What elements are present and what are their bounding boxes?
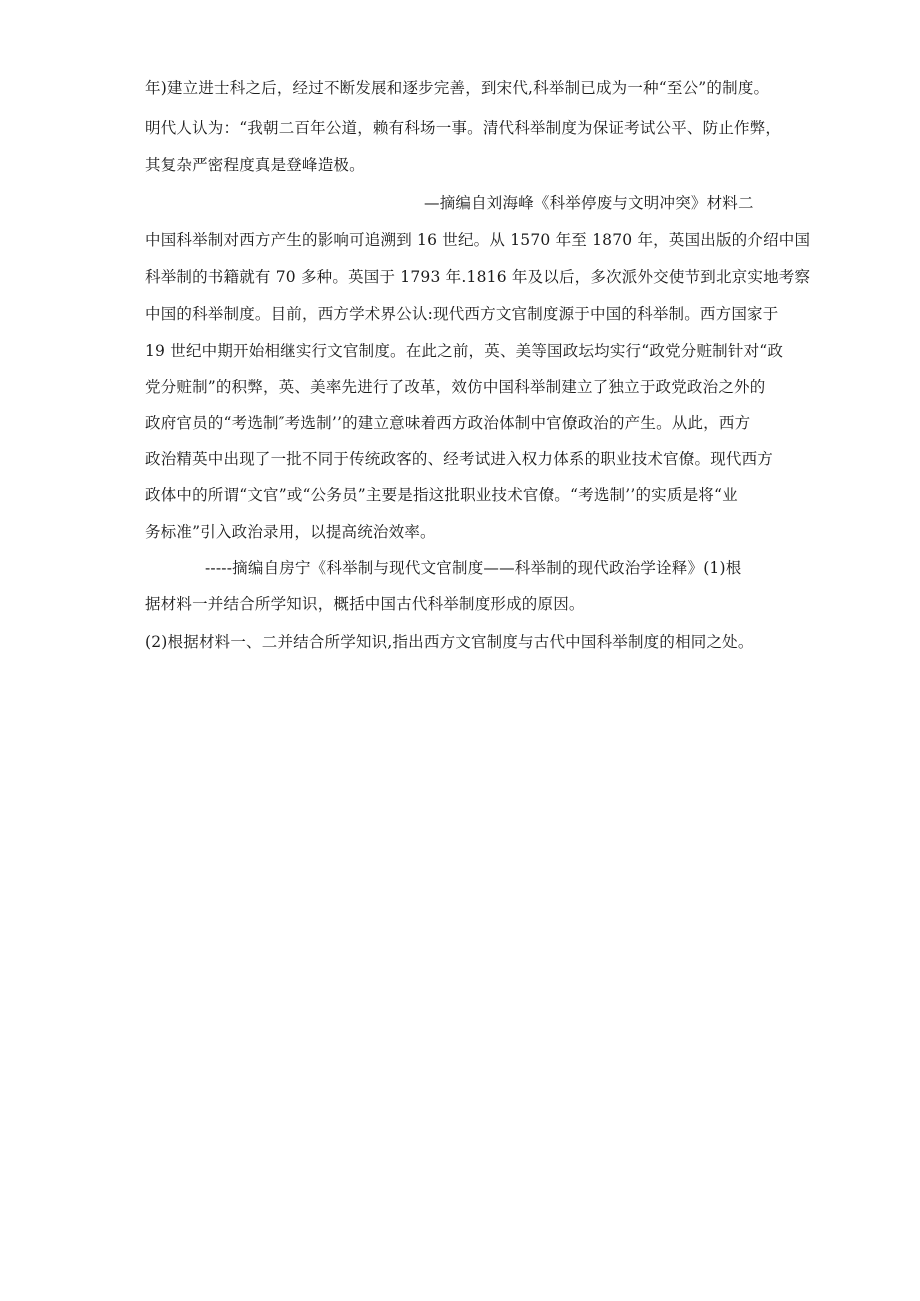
text-line: 19 世纪中期开始相继实行文官制度。在此之前，英、美等国政坛均实行“政党分赃制针对“政 — [145, 342, 784, 360]
text-line: 年)建立进士科之后，经过不断发展和逐步完善，到宋代,科举制已成为一种“至公”的制度。 — [145, 79, 770, 97]
text-line: 其复杂严密程度真是登峰造极。 — [145, 156, 365, 174]
text-line: 科举制的书籍就有 70 多种。英国于 1793 年.1816 年及以后，多次派外交使节到北京实地考察 — [145, 268, 811, 286]
text-line: 政治精英中出现了一批不同于传统政客的、经考试进入权力体系的职业技术官僚。现代西方 — [145, 450, 774, 468]
text-line: 政府官员的“考选制″考选制’’的建立意味着西方政治体制中官僚政治的产生。从此，西方 — [145, 414, 751, 432]
text-line: 党分赃制”的积弊，英、美率先进行了改革，效仿中国科举制建立了独立于政党政治之外的 — [145, 378, 766, 396]
question-line: (2)根据材料一、二并结合所学知识,指出西方文官制度与古代中国科举制度的相同之处。 — [145, 633, 754, 651]
text-line: 中国的科举制度。目前，西方学术界公认:现代西方文官制度源于中国的科举制。西方国家于 — [145, 305, 779, 323]
text-line: 政体中的所谓“文官”或“公务员”主要是指这批职业技术官僚。“考选制’’的实质是将“业 — [145, 486, 738, 504]
question-line: 据材料一并结合所学知识，概括中国古代科举制度形成的原因。 — [145, 595, 585, 613]
citation-line: —摘编自刘海峰《科举停废与文明冲突》材料二 — [424, 194, 754, 212]
text-line: 明代人认为：“我朝二百年公道，赖有科场一事。清代科举制度为保证考试公平、防止作弊， — [145, 119, 782, 137]
text-line: 中国科举制对西方产生的影响可追溯到 16 世纪。从 1570 年至 1870 年，英国出版的介绍中国 — [145, 231, 811, 249]
text-line: 务标准”引入政治录用，以提高统治效率。 — [145, 523, 436, 541]
citation-line: -----摘编自房宁《科举制与现代文官制度——科举制的现代政治学诠释》(1)根 — [205, 559, 742, 577]
